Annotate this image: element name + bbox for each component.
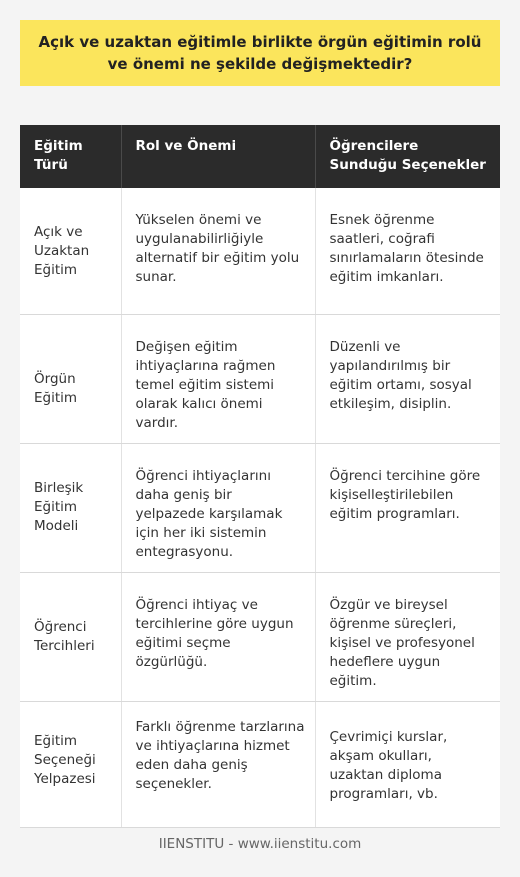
table-cell: Eğitim Seçeneği Yelpazesi — [20, 701, 121, 827]
header-education-type: Eğitim Türü — [20, 125, 121, 188]
table-header-row — [20, 125, 500, 188]
table-cell: Öğrenci ihtiyaçlarını daha geniş bir yelpazede karşılamak için her iki sistemin entegrasyonu. — [121, 443, 315, 572]
table-cell: Öğrenci tercihine göre kişiselleştirilebilen eğitim programları. — [315, 443, 500, 572]
table-cell: Değişen eğitim ihtiyaçlarına rağmen temel eğitim sistemi olarak kalıcı önemi vardır. — [121, 314, 315, 443]
table-row — [20, 188, 500, 314]
table-cell: Düzenli ve yapılandırılmış bir eğitim ortamı, sosyal etkileşim, disiplin. — [315, 314, 500, 443]
table-cell: Birleşik Eğitim Modeli — [20, 443, 121, 572]
comparison-table — [20, 125, 500, 828]
table-cell: Özgür ve bireysel öğrenme süreçleri, kişisel ve profesyonel hedeflere uygun eğitim. — [315, 572, 500, 701]
table-cell: Öğrenci ihtiyaç ve tercihlerine göre uygun eğitimi seçme özgürlüğü. — [121, 572, 315, 701]
table-cell: Örgün Eğitim — [20, 314, 121, 443]
header-student-options: Öğrencilere Sunduğu Seçenekler — [315, 125, 500, 188]
table-row — [20, 314, 500, 443]
table-row — [20, 443, 500, 572]
table-cell: Esnek öğrenme saatleri, coğrafi sınırlamaların ötesinde eğitim imkanları. — [315, 188, 500, 314]
table-cell: Açık ve Uzaktan Eğitim — [20, 188, 121, 314]
table-row — [20, 572, 500, 701]
page-title-text: Açık ve uzaktan eğitimle birlikte örgün eğitimin rolü ve önemi ne şekilde değişmektedir? — [38, 33, 482, 73]
footer-credit: IIENSTITU - www.iienstitu.com — [158, 836, 362, 852]
table-cell: Çevrimiçi kurslar, akşam okulları, uzaktan diploma programları, vb. — [315, 701, 500, 827]
header-role-importance: Rol ve Önemi — [121, 125, 315, 188]
table-cell: Öğrenci Tercihleri — [20, 572, 121, 701]
table-cell: Yükselen önemi ve uygulanabilirliğiyle alternatif bir eğitim yolu sunar. — [121, 188, 315, 314]
page-title — [20, 20, 500, 86]
table-row — [20, 701, 500, 827]
table-cell: Farklı öğrenme tarzlarına ve ihtiyaçlarına hizmet eden daha geniş seçenekler. — [121, 701, 315, 827]
